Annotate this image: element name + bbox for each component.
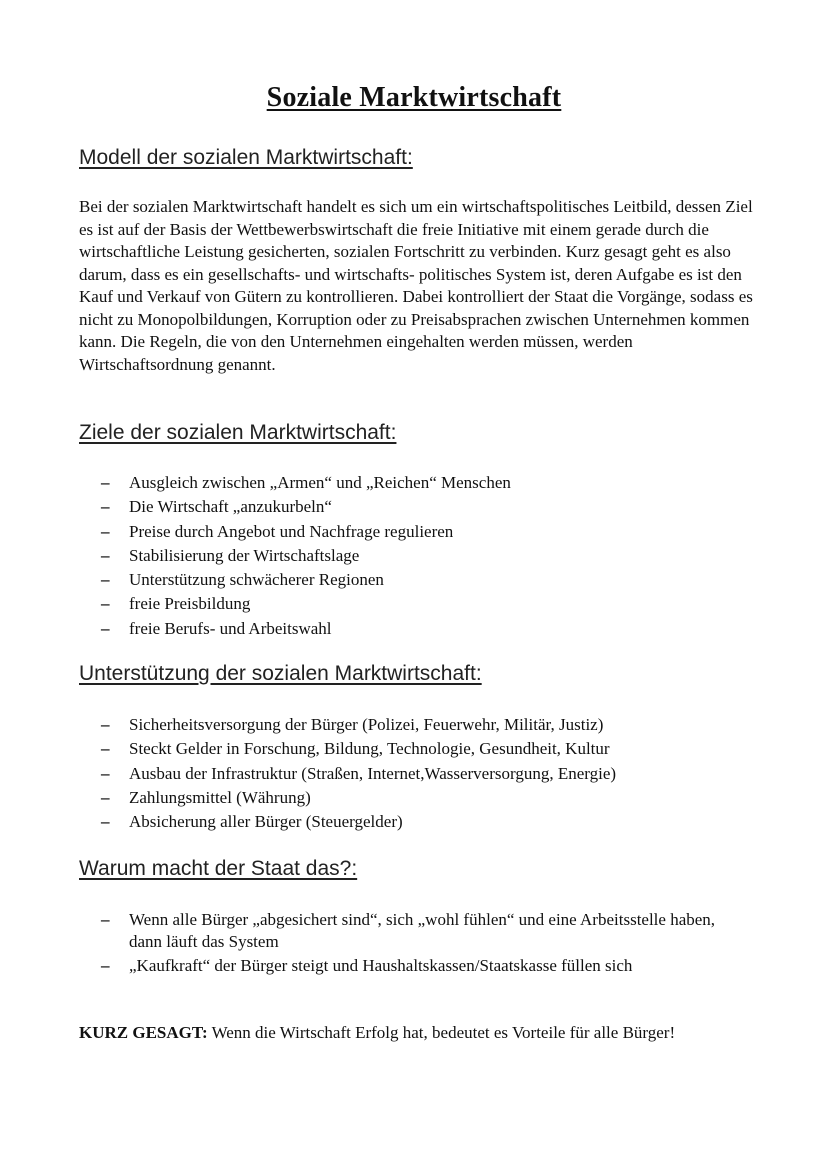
- dash-bullet: –: [101, 739, 110, 759]
- dash-bullet: –: [101, 956, 110, 975]
- dash-bullet: –: [101, 910, 110, 929]
- dash-bullet: –: [101, 521, 110, 541]
- list-item: – Sicherheitsversorgung der Bürger (Polizei, Feuerwehr, Militär, Justiz): [101, 713, 751, 737]
- summary-label: KURZ GESAGT:: [79, 1023, 208, 1042]
- dash-bullet: –: [101, 618, 110, 638]
- list-item: – Steckt Gelder in Forschung, Bildung, Technologie, Gesundheit, Kultur: [101, 737, 751, 761]
- summary-paragraph: [79, 1021, 719, 1044]
- list-item: – Stabilisierung der Wirtschaftslage: [101, 544, 751, 568]
- summary-text: Wenn die Wirtschaft Erfolg hat, bedeutet es Vorteile für alle Bürger!: [207, 1023, 676, 1042]
- goals-list: [101, 471, 751, 641]
- list-item: – Ausgleich zwischen „Armen“ und „Reichen“ Menschen: [101, 471, 751, 495]
- list-item: – freie Berufs- und Arbeitswahl: [101, 617, 751, 641]
- dash-bullet: –: [101, 497, 110, 517]
- support-list: [101, 713, 751, 834]
- list-item: – Zahlungsmittel (Währung): [101, 786, 751, 810]
- heading-support: Unterstützung der sozialen Marktwirtschaft:: [79, 662, 482, 685]
- list-item: – „Kaufkraft“ der Bürger steigt und Haushaltskassen/Staatskasse füllen sich: [101, 956, 633, 975]
- list-item: – Wenn alle Bürger „abgesichert sind“, sich „wohl fühlen“ und eine Arbeitsstelle haben, dann läuft das System: [101, 910, 716, 951]
- list-item: – Ausbau der Infrastruktur (Straßen, Internet,Wasserversorgung, Energie): [101, 762, 751, 786]
- list-item: – Preise durch Angebot und Nachfrage regulieren: [101, 520, 751, 544]
- dash-bullet: –: [101, 545, 110, 565]
- dash-bullet: –: [101, 812, 110, 832]
- dash-bullet: –: [101, 594, 110, 614]
- list-item: – Die Wirtschaft „anzukurbeln“: [101, 495, 751, 519]
- dash-bullet: –: [101, 473, 110, 492]
- list-item: – Absicherung aller Bürger (Steuergelder): [101, 810, 751, 834]
- dash-bullet: –: [101, 787, 110, 807]
- list-item: – freie Preisbildung: [101, 592, 751, 616]
- heading-goals: Ziele der sozialen Marktwirtschaft:: [79, 421, 397, 444]
- dash-bullet: –: [101, 570, 110, 590]
- page-title: Soziale Marktwirtschaft: [266, 82, 562, 113]
- dash-bullet: –: [101, 763, 110, 783]
- model-paragraph: Bei der sozialen Marktwirtschaft handelt es sich um ein wirtschaftspolitisches Leitbild, dessen Ziel es ist auf der Basis der Wettbewerbswirtschaft die freie Initiative mit einem gerade durch die wirtschaftliche Leistung gesicherten, sozialen Fortschritt zu verbinden. Kurz gesagt geht es also darum, dass es ein gesellschafts- und wirtschafts- politisches System ist, deren Aufgabe es ist den Kauf und Verkauf von Gütern zu kontrollieren. Dabei kontrolliert der Staat die Vorgänge, sodass es nicht zu Monopolbildungen, Korruption oder zu Preisabsprachen zwischen Unternehmen kommen kann. Die Regeln, die von den Unternehmen eingehalten werden müssen, werden Wirtschaftsordnung genannt.: [79, 197, 753, 374]
- why-list: [101, 909, 751, 979]
- heading-why: Warum macht der Staat das?:: [79, 857, 358, 880]
- heading-model: Modell der sozialen Marktwirtschaft:: [79, 146, 413, 169]
- dash-bullet: –: [101, 715, 110, 734]
- list-item: – Unterstützung schwächerer Regionen: [101, 568, 751, 592]
